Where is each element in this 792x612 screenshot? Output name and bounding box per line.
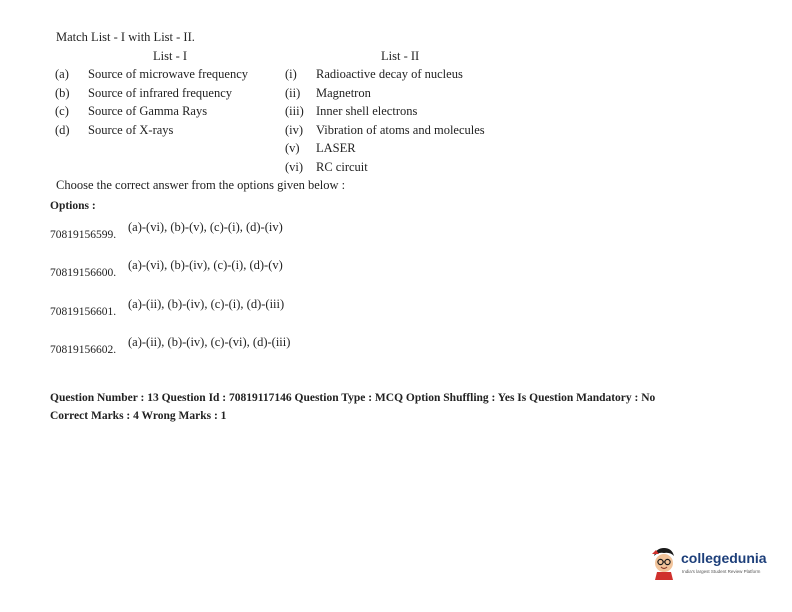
list2-item-label: (iv) [285,123,304,137]
list1-item-label: (c) [55,104,69,118]
list1-item-label: (b) [55,86,70,100]
collegedunia-logo [650,546,780,586]
list1-item-text: Source of microwave frequency [88,67,248,81]
list2-item-label: (ii) [285,86,301,100]
list1-item-text: Source of Gamma Rays [88,104,208,118]
option-id: 70819156599. [50,229,117,241]
list2-item-label: (v) [285,141,300,155]
list2-item-text: Magnetron [316,86,371,100]
list1-item-label: (d) [55,123,70,137]
option-id: 70819156601. [50,306,117,318]
list2-item-text: LASER [316,141,356,155]
mascot-icon [650,546,678,580]
list2-item-text: Vibration of atoms and molecules [316,123,485,137]
list2-item-label: (i) [285,67,297,81]
option-id: 70819156600. [50,267,117,279]
option-text: (a)-(vi), (b)-(v), (c)-(i), (d)-(iv) [128,220,283,234]
question-instruction: Match List - I with List - II. [56,30,195,44]
list2-header: List - II [381,49,420,63]
question-prompt: Choose the correct answer from the options given below : [56,178,346,192]
option-text: (a)-(ii), (b)-(iv), (c)-(i), (d)-(iii) [128,297,285,311]
question-meta-line1: Question Number : 13 Question Id : 70819117146 Question Type : MCQ Option Shuffling : Yes Is Question Mandatory : No [50,392,656,404]
list1-item-label: (a) [55,67,69,81]
option-text: (a)-(vi), (b)-(iv), (c)-(i), (d)-(v) [128,258,283,272]
list2-item-text: Radioactive decay of nucleus [316,67,463,81]
list2-item-label: (vi) [285,160,304,174]
list2-item-text: Inner shell electrons [316,104,418,118]
options-label: Options : [50,200,96,212]
option-id: 70819156602. [50,344,117,356]
logo-tagline: India's largest Student Review Platform [682,569,761,574]
option-text: (a)-(ii), (b)-(iv), (c)-(vi), (d)-(iii) [128,335,291,349]
list1-item-text: Source of infrared frequency [88,86,233,100]
list1-item-text: Source of X-rays [88,123,174,137]
list2-item-label: (iii) [285,104,304,118]
question-meta-line2: Correct Marks : 4 Wrong Marks : 1 [50,410,227,422]
list1-header: List - I [153,49,188,63]
logo-wordmark: collegedunia [681,550,767,566]
list2-item-text: RC circuit [316,160,368,174]
